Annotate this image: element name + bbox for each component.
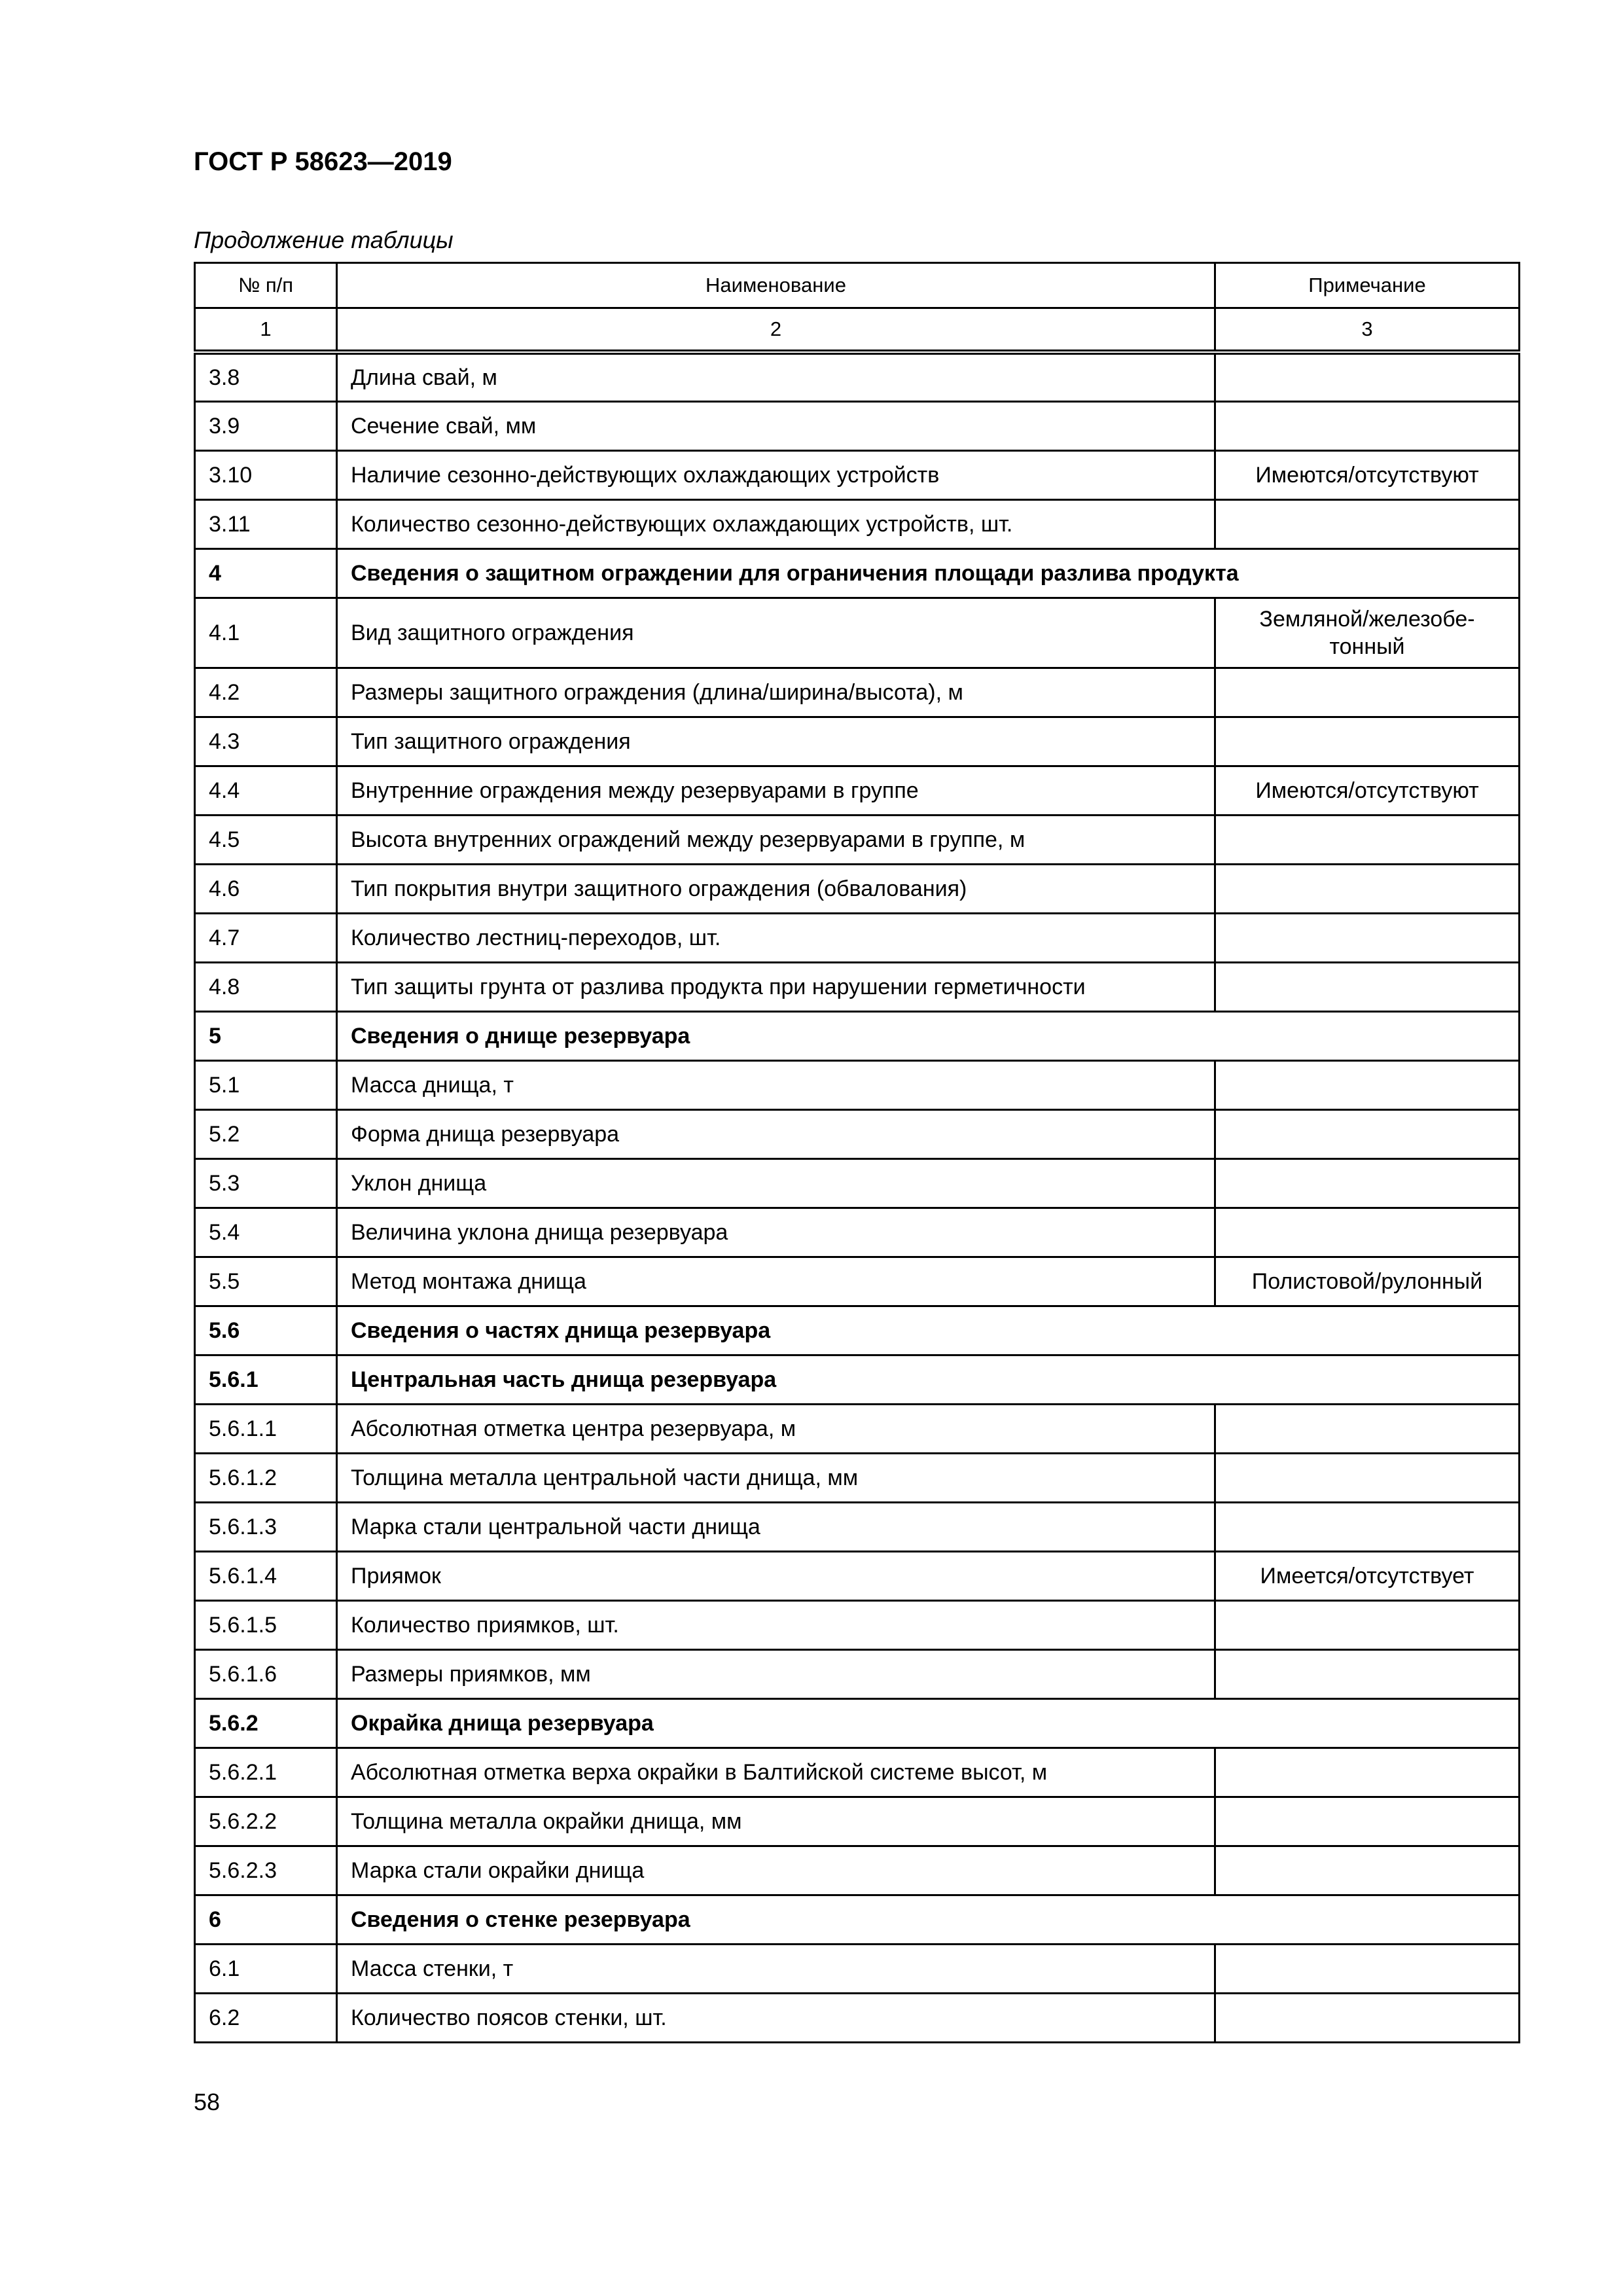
row-number: 4.6 bbox=[195, 864, 337, 913]
row-note bbox=[1215, 1993, 1520, 2042]
column-number-3: 3 bbox=[1215, 308, 1520, 353]
row-number: 5.3 bbox=[195, 1158, 337, 1208]
table-row bbox=[195, 668, 1520, 717]
table-row bbox=[195, 1649, 1520, 1698]
row-number: 5.6.1 bbox=[195, 1355, 337, 1404]
row-number: 5.6.2 bbox=[195, 1698, 337, 1748]
document-title: ГОСТ Р 58623—2019 bbox=[194, 147, 452, 176]
row-name: Вид защитного ограждения bbox=[337, 598, 1215, 668]
row-name: Абсолютная отметка центра резервуара, м bbox=[337, 1404, 1215, 1453]
row-name: Размеры приямков, мм bbox=[337, 1649, 1215, 1698]
row-name: Размеры защитного ограждения (длина/ширина/высота), м bbox=[337, 668, 1215, 717]
row-note bbox=[1215, 962, 1520, 1011]
row-name: Метод монтажа днища bbox=[337, 1257, 1215, 1306]
row-note bbox=[1215, 1944, 1520, 1993]
row-number: 4.2 bbox=[195, 668, 337, 717]
row-note bbox=[1215, 499, 1520, 548]
table-row bbox=[195, 815, 1520, 864]
row-number: 4.3 bbox=[195, 717, 337, 766]
row-note bbox=[1215, 1109, 1520, 1158]
row-number: 5 bbox=[195, 1011, 337, 1060]
table-row bbox=[195, 717, 1520, 766]
row-note bbox=[1215, 1453, 1520, 1502]
row-name: Тип защитного ограждения bbox=[337, 717, 1215, 766]
row-name: Центральная часть днища резервуара bbox=[337, 1355, 1520, 1404]
row-name: Количество сезонно-действующих охлаждающих устройств, шт. bbox=[337, 499, 1215, 548]
table-body bbox=[195, 352, 1520, 2042]
table-section-row bbox=[195, 1895, 1520, 1944]
row-name: Тип защиты грунта от разлива продукта при нарушении герметичности bbox=[337, 962, 1215, 1011]
row-number: 5.6.1.1 bbox=[195, 1404, 337, 1453]
row-note: Земляной/железобе- тонный bbox=[1215, 598, 1520, 668]
row-note: Имеются/отсутствуют bbox=[1215, 766, 1520, 815]
table-row bbox=[195, 1993, 1520, 2042]
row-note bbox=[1215, 1404, 1520, 1453]
table-row bbox=[195, 499, 1520, 548]
table-row bbox=[195, 766, 1520, 815]
table-row bbox=[195, 1257, 1520, 1306]
row-number: 5.6.2.3 bbox=[195, 1846, 337, 1895]
row-number: 4.5 bbox=[195, 815, 337, 864]
row-number: 5.2 bbox=[195, 1109, 337, 1158]
column-number-2: 2 bbox=[337, 308, 1215, 353]
row-name: Толщина металла окрайки днища, мм bbox=[337, 1797, 1215, 1846]
row-name: Окрайка днища резервуара bbox=[337, 1698, 1520, 1748]
row-note bbox=[1215, 1600, 1520, 1649]
row-name: Сведения о защитном ограждении для ограничения площади разлива продукта bbox=[337, 548, 1520, 598]
table-row bbox=[195, 864, 1520, 913]
table-row bbox=[195, 1551, 1520, 1600]
table-row bbox=[195, 1600, 1520, 1649]
row-name: Наличие сезонно-действующих охлаждающих устройств bbox=[337, 450, 1215, 499]
row-number: 4.1 bbox=[195, 598, 337, 668]
row-note bbox=[1215, 1649, 1520, 1698]
table-row bbox=[195, 352, 1520, 401]
row-note bbox=[1215, 1846, 1520, 1895]
row-name: Толщина металла центральной части днища, мм bbox=[337, 1453, 1215, 1502]
row-name: Уклон днища bbox=[337, 1158, 1215, 1208]
specification-table bbox=[194, 262, 1520, 2043]
row-note bbox=[1215, 401, 1520, 450]
table-row bbox=[195, 401, 1520, 450]
table-row bbox=[195, 1208, 1520, 1257]
table-section-row bbox=[195, 1698, 1520, 1748]
row-number: 4.4 bbox=[195, 766, 337, 815]
table-row bbox=[195, 598, 1520, 668]
row-note bbox=[1215, 352, 1520, 401]
row-name: Количество поясов стенки, шт. bbox=[337, 1993, 1215, 2042]
table-section-row bbox=[195, 548, 1520, 598]
table-row bbox=[195, 1797, 1520, 1846]
table-row bbox=[195, 1158, 1520, 1208]
row-name: Масса стенки, т bbox=[337, 1944, 1215, 1993]
row-number: 5.6.1.2 bbox=[195, 1453, 337, 1502]
table-column-numbers-row bbox=[195, 308, 1520, 353]
row-note: Имеются/отсутствуют bbox=[1215, 450, 1520, 499]
row-number: 5.6.1.6 bbox=[195, 1649, 337, 1698]
row-note: Полистовой/рулонный bbox=[1215, 1257, 1520, 1306]
table-row bbox=[195, 1846, 1520, 1895]
row-note bbox=[1215, 717, 1520, 766]
row-number: 3.11 bbox=[195, 499, 337, 548]
row-number: 4.7 bbox=[195, 913, 337, 962]
row-name: Абсолютная отметка верха окрайки в Балтийской системе высот, м bbox=[337, 1748, 1215, 1797]
table-header-row bbox=[195, 263, 1520, 308]
table-section-row bbox=[195, 1011, 1520, 1060]
row-name: Приямок bbox=[337, 1551, 1215, 1600]
table-row bbox=[195, 1944, 1520, 1993]
row-name: Внутренние ограждения между резервуарами в группе bbox=[337, 766, 1215, 815]
row-note bbox=[1215, 913, 1520, 962]
row-note bbox=[1215, 1060, 1520, 1109]
row-name: Количество лестниц-переходов, шт. bbox=[337, 913, 1215, 962]
row-name: Марка стали центральной части днища bbox=[337, 1502, 1215, 1551]
row-number: 6.1 bbox=[195, 1944, 337, 1993]
row-name: Сведения о днище резервуара bbox=[337, 1011, 1520, 1060]
header-note: Примечание bbox=[1215, 263, 1520, 308]
row-number: 3.8 bbox=[195, 352, 337, 401]
row-name: Тип покрытия внутри защитного ограждения (обвалования) bbox=[337, 864, 1215, 913]
table-row bbox=[195, 1404, 1520, 1453]
table-section-row bbox=[195, 1306, 1520, 1355]
row-number: 5.6.2.1 bbox=[195, 1748, 337, 1797]
row-name: Количество приямков, шт. bbox=[337, 1600, 1215, 1649]
row-name: Сведения о частях днища резервуара bbox=[337, 1306, 1520, 1355]
row-note bbox=[1215, 1797, 1520, 1846]
row-number: 4.8 bbox=[195, 962, 337, 1011]
row-name: Форма днища резервуара bbox=[337, 1109, 1215, 1158]
row-note bbox=[1215, 1748, 1520, 1797]
row-number: 3.9 bbox=[195, 401, 337, 450]
row-note bbox=[1215, 668, 1520, 717]
row-name: Величина уклона днища резервуара bbox=[337, 1208, 1215, 1257]
row-note bbox=[1215, 815, 1520, 864]
row-number: 5.4 bbox=[195, 1208, 337, 1257]
row-name: Высота внутренних ограждений между резервуарами в группе, м bbox=[337, 815, 1215, 864]
row-name: Длина свай, м bbox=[337, 352, 1215, 401]
row-note bbox=[1215, 1502, 1520, 1551]
row-note: Имеется/отсутствует bbox=[1215, 1551, 1520, 1600]
table-row bbox=[195, 1060, 1520, 1109]
row-number: 5.6.2.2 bbox=[195, 1797, 337, 1846]
row-note bbox=[1215, 1208, 1520, 1257]
row-note bbox=[1215, 864, 1520, 913]
row-number: 5.1 bbox=[195, 1060, 337, 1109]
row-name: Сведения о стенке резервуара bbox=[337, 1895, 1520, 1944]
row-number: 4 bbox=[195, 548, 337, 598]
row-number: 5.6.1.4 bbox=[195, 1551, 337, 1600]
row-name: Масса днища, т bbox=[337, 1060, 1215, 1109]
row-number: 5.6.1.3 bbox=[195, 1502, 337, 1551]
table-row bbox=[195, 962, 1520, 1011]
table-row bbox=[195, 1109, 1520, 1158]
header-number: № п/п bbox=[195, 263, 337, 308]
table-row bbox=[195, 1502, 1520, 1551]
row-number: 5.5 bbox=[195, 1257, 337, 1306]
header-name: Наименование bbox=[337, 263, 1215, 308]
table-row bbox=[195, 1453, 1520, 1502]
row-name: Марка стали окрайки днища bbox=[337, 1846, 1215, 1895]
column-number-1: 1 bbox=[195, 308, 337, 353]
row-number: 6 bbox=[195, 1895, 337, 1944]
row-number: 3.10 bbox=[195, 450, 337, 499]
table-section-row bbox=[195, 1355, 1520, 1404]
row-number: 5.6 bbox=[195, 1306, 337, 1355]
table-caption: Продолжение таблицы bbox=[194, 226, 454, 253]
row-number: 6.2 bbox=[195, 1993, 337, 2042]
table-row bbox=[195, 450, 1520, 499]
page-number: 58 bbox=[194, 2089, 221, 2115]
row-note bbox=[1215, 1158, 1520, 1208]
row-number: 5.6.1.5 bbox=[195, 1600, 337, 1649]
table-row bbox=[195, 913, 1520, 962]
row-name: Сечение свай, мм bbox=[337, 401, 1215, 450]
table-row bbox=[195, 1748, 1520, 1797]
